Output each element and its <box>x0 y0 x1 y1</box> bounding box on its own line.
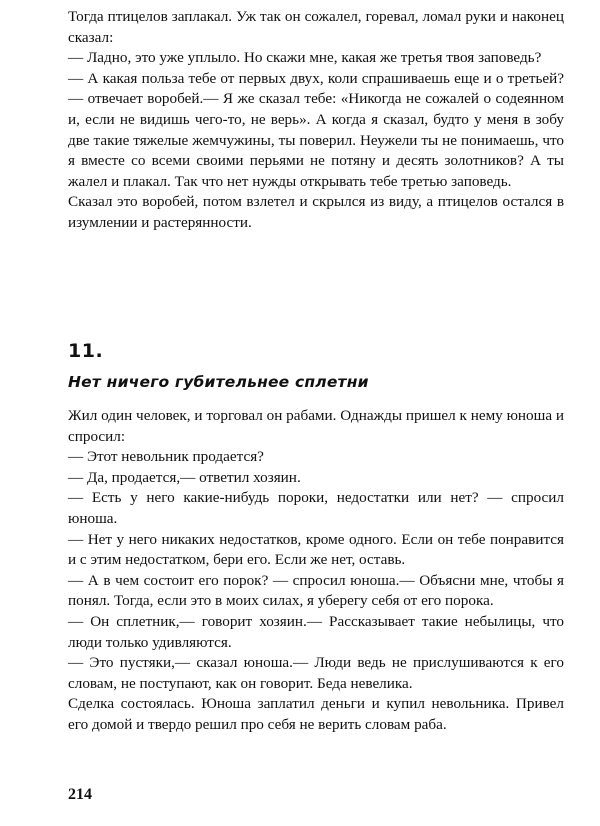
paragraph: — А какая польза тебе от первых двух, коли спрашиваешь еще и о третьей? — отвечает воробей.— Я же сказал тебе: «Никогда не сожалей о содеянном и, если не видишь чего-то, не верь». А когда я сказал, будто у меня в зобу две такие тяжелые жемчужины, ты поверил. Неужели ты не понимаешь, что я вместе со всеми своими перьями не потяну и десять золотников? А ты жалел и плакал. Так что нет нужды открывать тебе третью заповедь. <box>68 69 564 190</box>
dialogue-line: — Это пустяки,— сказал юноша.— Люди ведь не прислушиваются к его словам, не поступают, как он говорит. Беда невелика. <box>68 654 564 692</box>
chapter-body <box>68 406 564 736</box>
dialogue-line: — Этот невольник продается? <box>68 448 264 466</box>
paragraph: Сказал это воробей, потом взлетел и скрылся из виду, а птицелов остался в изумлении и растерянности. <box>68 193 564 231</box>
page-number: 214 <box>68 786 92 803</box>
chapter-number: 11. <box>68 340 104 362</box>
dialogue-line: — Да, продается,— ответил хозяин. <box>68 468 301 486</box>
chapter-title: Нет ничего губительнее сплетни <box>68 373 369 391</box>
paragraph: — Ладно, это уже уплыло. Но скажи мне, какая же третья твоя заповедь? <box>68 49 542 67</box>
dialogue-line: — Он сплетник,— говорит хозяин.— Рассказывает такие небылицы, что люди только удивляются. <box>68 612 564 651</box>
dialogue-line: — Нет у него никаких недостатков, кроме одного. Если он тебе понравится и с этим недостатком, бери его. Если же нет, оставь. <box>68 530 564 569</box>
previous-story-ending <box>68 7 564 234</box>
dialogue-line: — Есть у него какие-нибудь пороки, недостатки или нет? — спросил юноша. <box>68 489 564 527</box>
dialogue-line: — А в чем состоит его порок? — спросил юноша.— Объясни мне, чтобы я понял. Тогда, если это в моих силах, я уберегу себя от его порока. <box>68 571 564 610</box>
paragraph: Тогда птицелов заплакал. Уж так он сожалел, горевал, ломал руки и наконец сказал: <box>68 8 564 46</box>
paragraph: Сделка состоялась. Юноша заплатил деньги и купил невольника. Привел его домой и твердо решил про себя не верить словам раба. <box>68 695 564 733</box>
paragraph: Жил один человек, и торговал он рабами. Однажды пришел к нему юноша и спросил: <box>68 407 564 445</box>
